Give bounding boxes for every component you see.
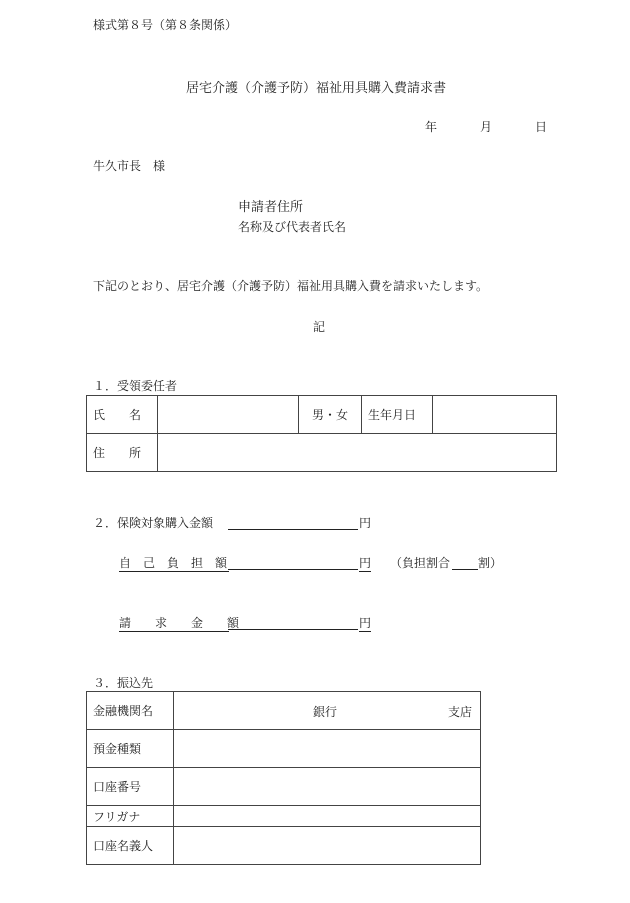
bank-suffix: 銀行 xyxy=(313,705,338,719)
name-label-cell xyxy=(87,396,158,434)
account-type-label-cell xyxy=(87,730,174,768)
applicant-name-label: 名称及び代表者氏名 xyxy=(238,220,347,234)
account-type-label: 預金種類 xyxy=(93,742,142,756)
section3-heading: ３．振込先 xyxy=(93,676,154,690)
account-type-value-cell[interactable] xyxy=(174,730,481,768)
body-text: 下記のとおり、居宅介護（介護予防）福祉用具購入費を請求いたします。 xyxy=(93,279,489,293)
claim-yen: 円 xyxy=(359,616,372,630)
gender-label: 男・女 xyxy=(311,408,348,422)
addressee: 牛久市長 様 xyxy=(93,159,166,173)
ki-label: 記 xyxy=(313,320,326,334)
dob-value-cell[interactable] xyxy=(433,396,557,434)
applicant-address-label: 申請者住所 xyxy=(238,200,304,215)
account-holder-label: 口座名義人 xyxy=(93,839,154,853)
dob-label-cell xyxy=(362,396,433,434)
date-day-label: 日 xyxy=(535,120,548,134)
insured-amount-line[interactable] xyxy=(228,514,358,530)
address-value-cell[interactable] xyxy=(158,434,557,472)
bank-value-cell[interactable] xyxy=(174,692,481,730)
dob-label: 生年月日 xyxy=(368,408,417,422)
ratio-blank[interactable] xyxy=(452,554,478,570)
account-holder-value-cell[interactable] xyxy=(174,827,481,865)
self-pay-yen: 円 xyxy=(359,556,372,570)
insured-amount-label: ２．保険対象購入金額 xyxy=(93,516,214,530)
self-pay-line[interactable] xyxy=(228,554,358,570)
bank-table xyxy=(86,691,481,865)
name-label: 氏 名 xyxy=(93,408,142,422)
account-number-value-cell[interactable] xyxy=(174,768,481,806)
bank-label: 金融機関名 xyxy=(93,704,154,718)
account-number-label-cell xyxy=(87,768,174,806)
furigana-label-cell xyxy=(87,806,174,827)
form-number: 様式第８号（第８条関係） xyxy=(93,18,238,32)
branch-suffix: 支店 xyxy=(447,705,472,719)
bank-label-cell xyxy=(87,692,174,730)
date-month-label: 月 xyxy=(480,120,493,134)
furigana-value-cell[interactable] xyxy=(174,806,481,827)
claim-amount-label: 請 求 金 額 xyxy=(119,616,240,630)
ratio-prefix: （負担割合 xyxy=(390,556,451,570)
furigana-label: フリガナ xyxy=(93,809,141,824)
address-label: 住 所 xyxy=(93,446,142,460)
account-holder-label-cell xyxy=(87,827,174,865)
date-year-label: 年 xyxy=(425,120,438,134)
self-pay-label: 自 己 負 担 額 xyxy=(119,556,228,570)
address-label-cell xyxy=(87,434,158,472)
document-title: 居宅介護（介護予防）福祉用具購入費請求書 xyxy=(186,81,447,96)
account-number-label: 口座番号 xyxy=(93,780,142,794)
ratio-suffix: 割） xyxy=(478,556,503,570)
recipient-table xyxy=(86,395,557,472)
name-value-cell[interactable] xyxy=(158,396,299,434)
claim-amount-line[interactable] xyxy=(228,614,358,630)
gender-cell[interactable] xyxy=(299,396,362,434)
insured-yen: 円 xyxy=(359,516,372,530)
section1-heading: １．受領委任者 xyxy=(93,379,178,393)
